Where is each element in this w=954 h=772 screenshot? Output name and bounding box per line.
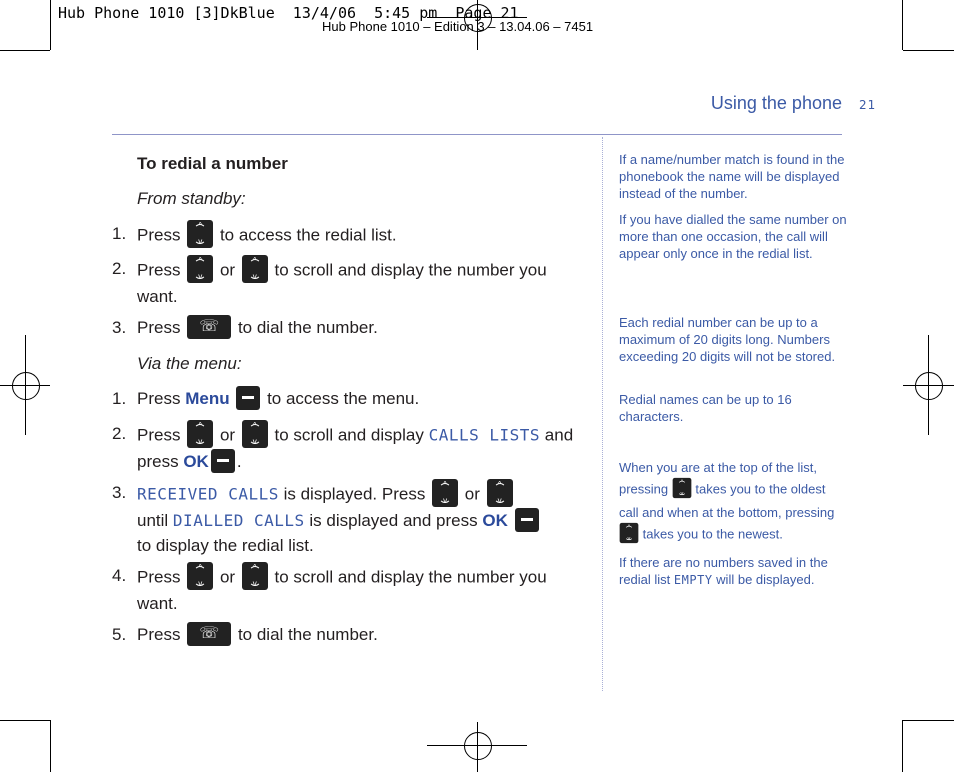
side-note-name-length: Redial names can be up to 16 characters.: [619, 392, 792, 424]
crop-mark: [0, 720, 50, 721]
section-heading: To redial a number: [137, 154, 288, 173]
lcd-text: CALLS LISTS: [428, 425, 541, 445]
header-rule: [112, 134, 842, 135]
phone-handset-icon: ☏: [187, 315, 231, 339]
column-divider: [602, 137, 603, 691]
nav-up-down-icon: ^ v: [432, 479, 458, 507]
nav-up-down-icon: ^ v: [242, 420, 268, 448]
menu-label: Via the menu:: [137, 354, 242, 373]
standby-label: From standby:: [137, 189, 246, 208]
nav-up-down-icon: ^ v: [242, 562, 268, 590]
side-note-empty: If there are no numbers saved in the redial list EMPTY will be displayed.: [619, 555, 828, 587]
menu-keyword: Menu: [185, 389, 230, 408]
nav-up-down-icon: ^ v: [187, 562, 213, 590]
lcd-text: DIALLED CALLS: [172, 511, 305, 530]
nav-up-down-icon: ^ v: [187, 220, 213, 248]
softkey-dash-icon: [515, 508, 539, 532]
crop-mark: [902, 720, 903, 772]
crop-mark: [0, 50, 50, 51]
crop-mark: [903, 720, 954, 721]
ok-keyword: OK: [482, 511, 508, 530]
phone-handset-icon: ☏: [187, 622, 231, 646]
softkey-dash-icon: [236, 386, 260, 410]
crop-mark: [50, 720, 51, 772]
nav-up-down-icon: ^ v: [242, 255, 268, 283]
side-note-duplicate: If you have dialled the same number on more than one occasion, the call will appear only once in the redial list.: [619, 212, 847, 261]
registration-mark: [464, 732, 492, 760]
nav-up-down-icon: ^ v: [487, 479, 513, 507]
lcd-text: EMPTY: [673, 573, 713, 587]
nav-up-down-icon: ^ v: [187, 420, 213, 448]
registration-mark: [915, 372, 943, 400]
registration-mark: [12, 372, 40, 400]
ok-keyword: OK: [183, 452, 209, 471]
lcd-text: RECEIVED CALLS: [137, 484, 279, 504]
side-note-max-digits: Each redial number can be up to a maximum of 20 digits long. Numbers exceeding 20 digits will not be stored.: [619, 315, 836, 364]
nav-up-down-icon: ^ v: [672, 478, 691, 498]
page-header-title: Using the phone: [710, 93, 842, 113]
crop-mark: [902, 0, 903, 50]
edition-slug: Hub Phone 1010 – Edition 3 – 13.04.06 – 7451: [322, 19, 594, 34]
print-slug: Hub Phone 1010 [3]DkBlue 13/4/06 5:45 pm Page 21: [58, 4, 519, 22]
page-number: 21: [859, 98, 877, 112]
nav-up-down-icon: ^ v: [620, 523, 639, 543]
softkey-dash-icon: [211, 449, 235, 473]
crop-mark: [903, 50, 954, 51]
side-note-wraparound: When you are at the top of the list, pressing ^ v takes you to the oldest call and when at the bottom, pressing ^ v takes you to the newest.: [619, 460, 835, 542]
crop-mark: [50, 0, 51, 50]
nav-up-down-icon: ^ v: [187, 255, 213, 283]
side-note-name-match: If a name/number match is found in the phonebook the name will be displayed instead of the number.: [619, 152, 845, 201]
